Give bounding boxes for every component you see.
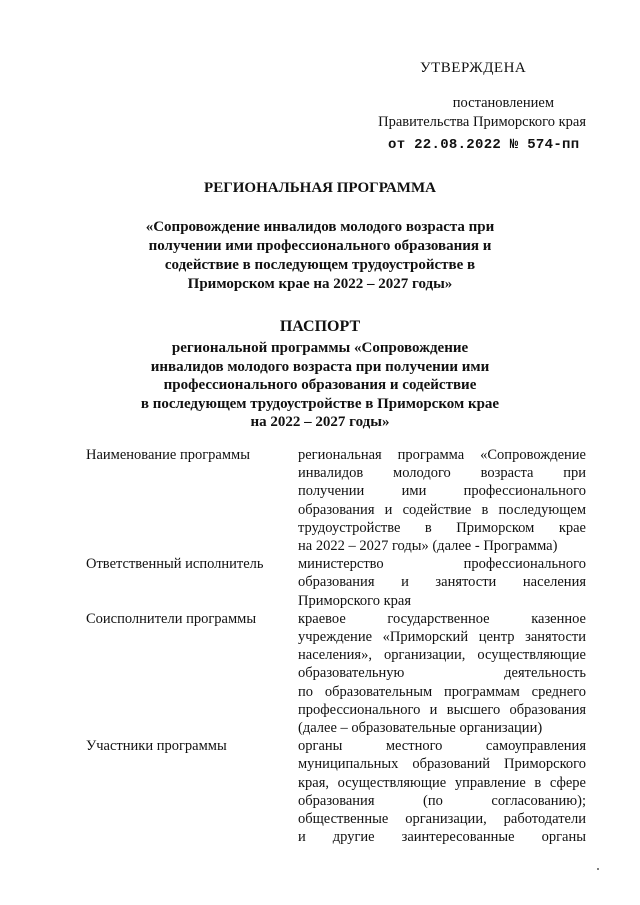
row-value-line: общественные организации, работодатели	[298, 811, 586, 828]
row-label: Наименование программы	[86, 447, 250, 463]
row-value-line: края, осуществляющие управление в сфере	[298, 774, 586, 791]
row-value-line: трудоустройстве в Приморском крае	[298, 519, 586, 536]
passport-subtitle-line: на 2022 – 2027 годы»	[250, 414, 390, 430]
row-value-line: получении ими профессионального	[298, 483, 586, 500]
row-value	[298, 610, 586, 737]
row-value-line: учреждение «Приморский центр занятости	[298, 629, 586, 646]
row-value-line: (далее – образовательные организации)	[298, 720, 543, 737]
passport-subtitle	[110, 339, 530, 432]
row-value-line: населения», организации, осуществляющие	[298, 647, 586, 664]
row-value-line: образовательную деятельность	[298, 665, 586, 682]
row-value-line: органы местного самоуправления	[298, 738, 586, 755]
program-name-line: получении ими профессионального образования и	[148, 238, 492, 254]
row-value-line: муниципальных образований Приморского	[298, 756, 586, 773]
row-value-line: и другие заинтересованные органы	[298, 829, 586, 846]
program-name	[120, 218, 520, 294]
row-value-line: на 2022 – 2027 годы» (далее - Программа)	[298, 538, 558, 555]
passport-row-participants	[86, 737, 586, 846]
passport-title: ПАСПОРТ	[279, 318, 361, 335]
passport-subtitle-line: в последующем трудоустройстве в Приморском крае	[140, 395, 500, 412]
approval-stamp-title: УТВЕРЖДЕНА	[420, 60, 527, 76]
scan-speck	[597, 868, 599, 870]
approval-line-government: Правительства Приморского края	[378, 114, 586, 130]
passport-subtitle-line: региональной программы «Сопровождение	[171, 340, 469, 356]
program-name-line: «Сопровождение инвалидов молодого возраста при	[145, 219, 495, 235]
row-label: Участники программы	[86, 738, 227, 755]
program-title: РЕГИОНАЛЬНАЯ ПРОГРАММА	[204, 180, 436, 196]
passport-row-program-name	[86, 446, 586, 555]
passport-table	[86, 446, 586, 846]
row-value-line: образования и содействие в последующем	[298, 501, 586, 518]
approval-line-resolution: постановлением	[452, 95, 554, 111]
row-value	[298, 737, 586, 846]
row-value-line: министерство профессионального	[298, 556, 586, 573]
row-value-line: образования (по согласованию);	[298, 792, 586, 809]
row-value	[298, 446, 586, 555]
passport-subtitle-line: профессионального образования и содействие	[163, 377, 477, 393]
passport-row-responsible	[86, 555, 586, 610]
row-value-line: по образовательным программам среднего	[298, 683, 586, 700]
row-value-line: профессионального и высшего образования	[298, 701, 586, 718]
row-label: Соисполнители программы	[86, 610, 257, 627]
row-value-line: краевое государственное казенное	[298, 610, 586, 627]
row-value-line: Приморского края	[298, 592, 412, 609]
program-name-line: содействие в последующем трудоустройстве в	[164, 257, 476, 273]
row-value	[298, 555, 586, 610]
passport-row-co-executors	[86, 610, 586, 737]
row-value-line: образования и занятости населения	[298, 574, 586, 591]
decree-number: от 22.08.2022 № 574-пп	[388, 137, 580, 153]
row-value-line: региональная программа «Сопровождение	[298, 447, 586, 463]
passport-subtitle-line: инвалидов молодого возраста при получении ими	[150, 358, 490, 375]
row-value-line: инвалидов молодого возраста при	[298, 465, 586, 482]
row-label: Ответственный исполнитель	[86, 556, 264, 573]
program-name-line: Приморском крае на 2022 – 2027 годы»	[187, 276, 453, 292]
